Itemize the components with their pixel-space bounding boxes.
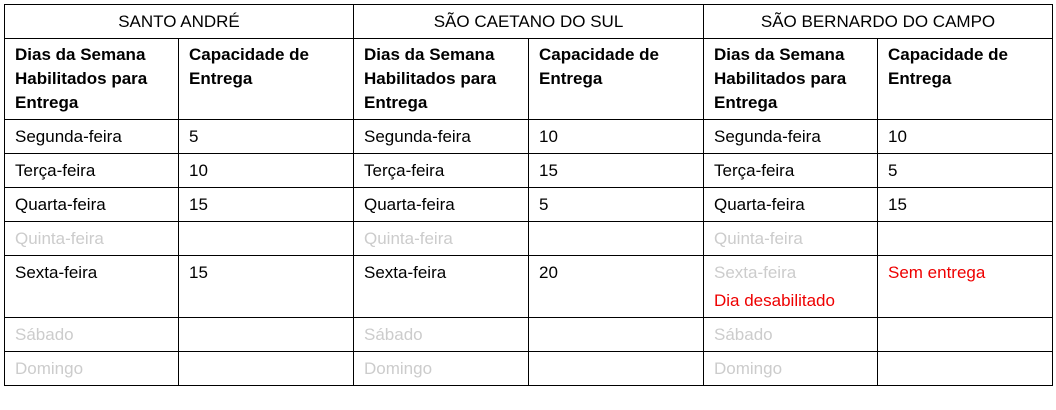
day-cell bbox=[5, 318, 179, 352]
capacity-cell bbox=[878, 318, 1053, 352]
table-row bbox=[5, 352, 1053, 386]
capacity-cell bbox=[529, 222, 704, 256]
capacity-value: 20 bbox=[539, 263, 558, 282]
day-cell bbox=[354, 256, 529, 318]
day-cell bbox=[354, 154, 529, 188]
day-cell bbox=[5, 120, 179, 154]
day-header: Dias da Semana Habilitados para Entrega bbox=[704, 39, 878, 120]
day-label: Quinta-feira bbox=[364, 229, 453, 248]
day-label: Quarta-feira bbox=[714, 195, 805, 214]
day-label: Sexta-feira bbox=[15, 263, 98, 282]
day-label: Segunda-feira bbox=[15, 127, 122, 146]
capacity-value: 5 bbox=[888, 161, 898, 180]
disabled-day-note: Dia desabilitado bbox=[714, 291, 835, 310]
day-label: Sábado bbox=[364, 325, 423, 344]
day-cell bbox=[5, 188, 179, 222]
capacity-value: 15 bbox=[189, 195, 208, 214]
no-delivery-label: Sem entrega bbox=[888, 263, 986, 282]
city-header-row bbox=[5, 5, 1053, 39]
delivery-capacity-table bbox=[4, 4, 1053, 386]
capacity-value: 15 bbox=[189, 263, 208, 282]
day-header: Dias da Semana Habilitados para Entrega bbox=[5, 39, 179, 120]
capacity-cell bbox=[878, 154, 1053, 188]
day-label: Terça-feira bbox=[15, 161, 96, 180]
capacity-value: 15 bbox=[539, 161, 558, 180]
day-label: Segunda-feira bbox=[364, 127, 471, 146]
capacity-cell bbox=[878, 256, 1053, 318]
day-cell bbox=[704, 222, 878, 256]
city-name-sao-bernardo-do-campo: SÃO BERNARDO DO CAMPO bbox=[704, 5, 1053, 39]
capacity-value: 5 bbox=[539, 195, 549, 214]
capacity-cell bbox=[179, 352, 354, 386]
capacity-header: Capacidade de Entrega bbox=[878, 39, 1053, 120]
column-header-row bbox=[5, 39, 1053, 120]
capacity-value: 10 bbox=[539, 127, 558, 146]
day-label: Domingo bbox=[364, 359, 433, 378]
day-cell bbox=[354, 222, 529, 256]
day-cell bbox=[704, 154, 878, 188]
capacity-cell bbox=[179, 256, 354, 318]
capacity-cell bbox=[878, 222, 1053, 256]
capacity-cell bbox=[529, 256, 704, 318]
capacity-value: 10 bbox=[888, 127, 907, 146]
capacity-cell bbox=[878, 352, 1053, 386]
capacity-cell bbox=[179, 154, 354, 188]
day-cell bbox=[5, 222, 179, 256]
table-body bbox=[5, 120, 1053, 386]
day-cell bbox=[354, 318, 529, 352]
day-cell bbox=[704, 188, 878, 222]
capacity-value: 15 bbox=[888, 195, 907, 214]
day-label: Sábado bbox=[15, 325, 74, 344]
delivery-schedule-document bbox=[4, 4, 1053, 386]
day-label: Sexta-feira bbox=[714, 263, 797, 282]
capacity-value: 5 bbox=[189, 127, 199, 146]
day-cell bbox=[704, 352, 878, 386]
day-header: Dias da Semana Habilitados para Entrega bbox=[354, 39, 529, 120]
day-cell bbox=[5, 256, 179, 318]
table-row bbox=[5, 188, 1053, 222]
capacity-cell bbox=[529, 188, 704, 222]
capacity-cell bbox=[179, 120, 354, 154]
table-row bbox=[5, 256, 1053, 318]
day-label: Quarta-feira bbox=[364, 195, 455, 214]
day-cell bbox=[704, 256, 878, 318]
day-label: Terça-feira bbox=[364, 161, 445, 180]
day-cell bbox=[354, 188, 529, 222]
capacity-value: 10 bbox=[189, 161, 208, 180]
table-row bbox=[5, 120, 1053, 154]
day-label: Domingo bbox=[714, 359, 783, 378]
day-cell bbox=[5, 352, 179, 386]
capacity-cell bbox=[179, 188, 354, 222]
capacity-header: Capacidade de Entrega bbox=[529, 39, 704, 120]
capacity-cell bbox=[179, 222, 354, 256]
day-label: Quinta-feira bbox=[15, 229, 104, 248]
day-label: Terça-feira bbox=[714, 161, 795, 180]
capacity-cell bbox=[878, 188, 1053, 222]
day-label: Sexta-feira bbox=[364, 263, 447, 282]
day-cell bbox=[704, 318, 878, 352]
capacity-cell bbox=[179, 318, 354, 352]
table-row bbox=[5, 318, 1053, 352]
city-name-santo-andre: SANTO ANDRÉ bbox=[5, 5, 354, 39]
day-label: Domingo bbox=[15, 359, 84, 378]
capacity-cell bbox=[878, 120, 1053, 154]
day-label: Segunda-feira bbox=[714, 127, 821, 146]
table-row bbox=[5, 222, 1053, 256]
capacity-cell bbox=[529, 352, 704, 386]
day-label: Sábado bbox=[714, 325, 773, 344]
day-label: Quinta-feira bbox=[714, 229, 803, 248]
day-label: Quarta-feira bbox=[15, 195, 106, 214]
day-cell bbox=[354, 120, 529, 154]
capacity-header: Capacidade de Entrega bbox=[179, 39, 354, 120]
day-cell bbox=[704, 120, 878, 154]
day-cell bbox=[5, 154, 179, 188]
table-row bbox=[5, 154, 1053, 188]
capacity-cell bbox=[529, 120, 704, 154]
day-cell bbox=[354, 352, 529, 386]
capacity-cell bbox=[529, 154, 704, 188]
city-name-sao-caetano-do-sul: SÃO CAETANO DO SUL bbox=[354, 5, 704, 39]
capacity-cell bbox=[529, 318, 704, 352]
